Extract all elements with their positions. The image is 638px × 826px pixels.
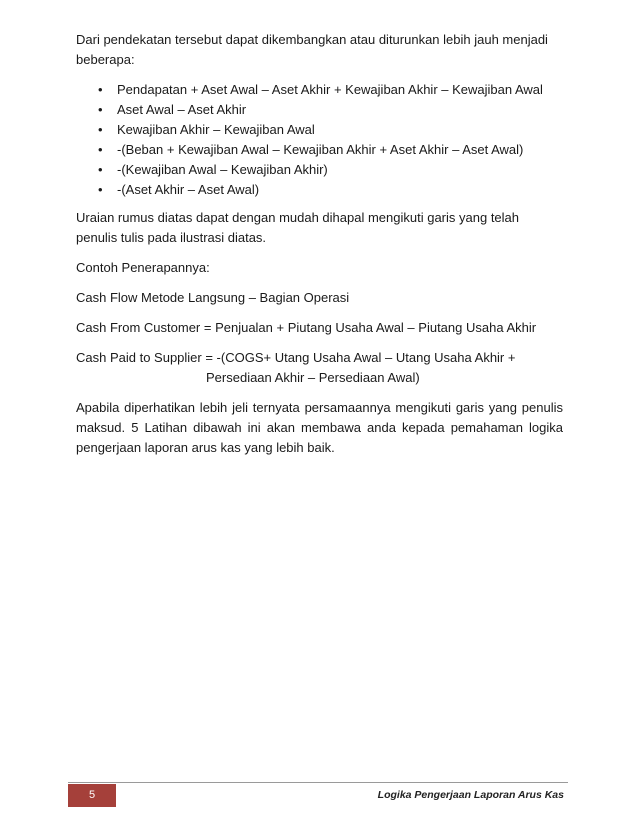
bullet-text: -(Aset Akhir – Aset Awal) — [117, 182, 260, 197]
bullet-icon: • — [98, 82, 103, 97]
apabila-paragraph: Apabila diperhatikan lebih jeli ternyata persamaannya mengikuti garis yang penulis maksud. 5 Latihan dibawah ini akan membawa anda kepada pemahaman logika pengerjaan laporan arus kas yang lebih baik. — [76, 400, 563, 455]
bullet-item — [76, 180, 563, 200]
cash-paid-line-2: Persediaan Akhir – Persediaan Awal) — [206, 370, 420, 385]
footer-title: Logika Pengerjaan Laporan Arus Kas — [377, 789, 564, 801]
bullet-icon: • — [98, 142, 103, 157]
intro-paragraph: Dari pendekatan tersebut dapat dikembangkan atau diturunkan lebih jauh menjadi beberapa: — [76, 32, 548, 67]
bullet-text: -(Beban + Kewajiban Awal – Kewajiban Akhir + Aset Akhir – Aset Awal) — [117, 142, 524, 157]
bullet-icon: • — [98, 162, 103, 177]
bullet-text: Kewajiban Akhir – Kewajiban Awal — [117, 122, 315, 137]
formula-bullet-list — [76, 80, 563, 200]
contoh-heading: Contoh Penerapannya: — [76, 260, 210, 275]
bullet-item — [76, 100, 563, 120]
cash-paid-supplier-formula — [76, 348, 563, 388]
bullet-text: Pendapatan + Aset Awal – Aset Akhir + Kewajiban Akhir – Kewajiban Awal — [117, 82, 543, 97]
bullet-icon: • — [98, 102, 103, 117]
page-number: 5 — [68, 784, 116, 807]
cash-paid-line-1: Cash Paid to Supplier = -(COGS+ Utang Usaha Awal – Utang Usaha Akhir + — [76, 350, 516, 365]
bullet-icon: • — [98, 182, 103, 197]
bullet-item — [76, 160, 563, 180]
cash-flow-heading: Cash Flow Metode Langsung – Bagian Operasi — [76, 290, 350, 305]
footer-rule — [68, 782, 568, 783]
bullet-item — [76, 80, 563, 100]
uraian-paragraph: Uraian rumus diatas dapat dengan mudah dihapal mengikuti garis yang telah penulis tulis pada ilustrasi diatas. — [76, 210, 520, 245]
bullet-text: Aset Awal – Aset Akhir — [117, 102, 247, 117]
bullet-item — [76, 140, 563, 160]
bullet-icon: • — [98, 122, 103, 137]
bullet-item — [76, 120, 563, 140]
bullet-text: -(Kewajiban Awal – Kewajiban Akhir) — [117, 162, 328, 177]
cash-from-customer-formula: Cash From Customer = Penjualan + Piutang Usaha Awal – Piutang Usaha Akhir — [76, 320, 537, 335]
page-body — [76, 30, 563, 468]
